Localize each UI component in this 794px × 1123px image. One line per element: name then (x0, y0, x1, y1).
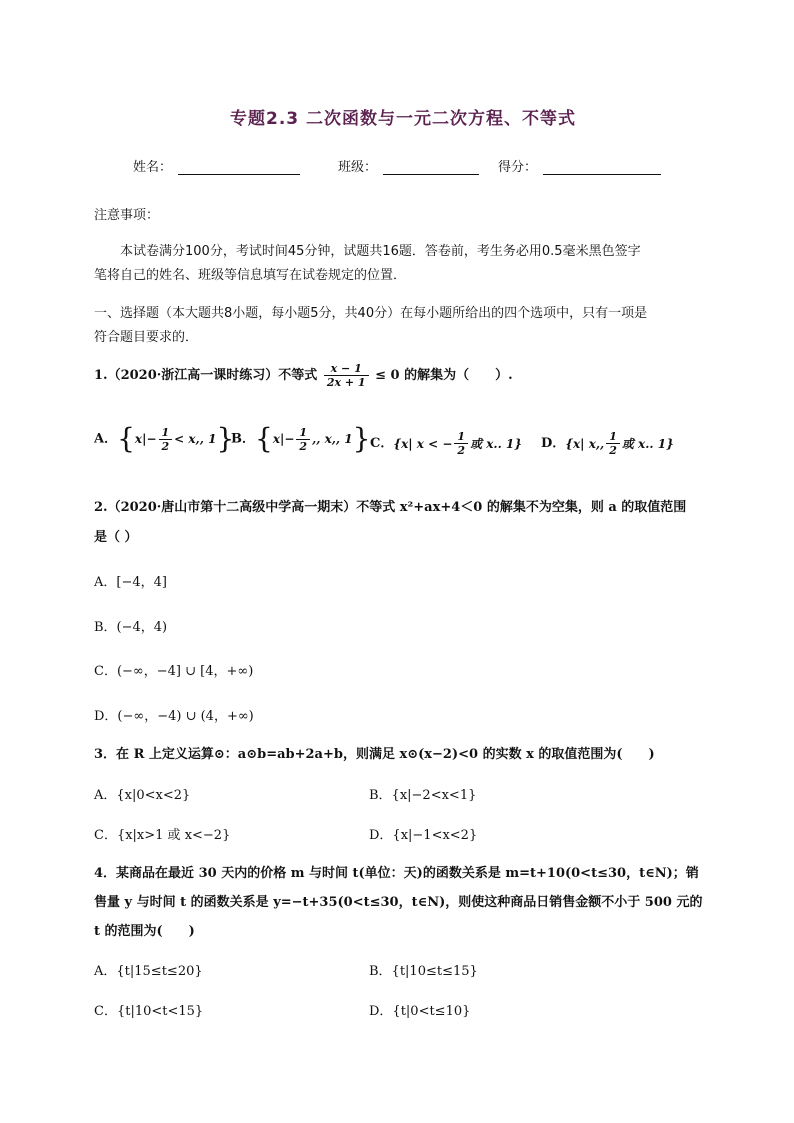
score-field[interactable] (498, 156, 661, 175)
class-blank[interactable] (383, 160, 479, 175)
question-3-option-b[interactable]: B．{x|−2<x<1} (369, 788, 477, 803)
score-blank[interactable] (543, 160, 661, 175)
fraction-denominator: 2x + 1 (326, 376, 366, 389)
question-1-fraction (324, 362, 369, 389)
question-1-option-b[interactable]: B．{x|− $\frac{1}{2}$ ,, x,, 1} (231, 422, 371, 455)
name-field[interactable] (133, 156, 300, 175)
question-4-option-c[interactable]: C．{t|10<t<15} (94, 1004, 204, 1019)
fraction-numerator: x − 1 (324, 362, 369, 376)
set-post: 或 x.. 1} (470, 437, 522, 451)
question-2-option-a[interactable]: A．[−4，4] (94, 575, 167, 590)
page-title: 专题2.3 二次函数与一元二次方程、不等式 (230, 109, 577, 129)
question-2-stem-line-1: 2.（2020·唐山市第十二高级中学高一期末）不等式 x²+ax+4＜0 的解集不为空集，则 a 的取值范围 (94, 500, 687, 515)
question-1-option-d[interactable] (541, 430, 674, 457)
question-1-prefix: 1.（2020·浙江高一课时练习）不等式 (94, 368, 318, 383)
question-3-option-d[interactable]: D．{x|−1<x<2} (369, 828, 478, 843)
set-pre: {x| x < − (393, 436, 453, 451)
question-2-option-b[interactable]: B．(−4，4) (94, 620, 168, 635)
fraction-denominator: 2 (457, 444, 466, 457)
fraction-numerator: 1 (606, 430, 620, 444)
class-field[interactable] (338, 156, 479, 175)
name-label: 姓名： (133, 160, 173, 175)
question-4-stem-line-1: 4．某商品在最近 30 天内的价格 m 与时间 t(单位：天)的函数关系是 m=t+10(0<t≤30，t∈N)；销 (94, 866, 699, 881)
option-letter: D． (541, 436, 566, 451)
score-label: 得分： (498, 160, 538, 175)
section-1-line-1: 一、选择题（本大题共8小题，每小题5分，共40分）在每小题所给出的四个选项中，只有一项是 (94, 306, 648, 321)
question-3-option-a[interactable]: A．{x|0<x<2} (94, 788, 191, 803)
option-letter: B． (231, 431, 255, 447)
question-4-option-d[interactable]: D．{t|0<t≤10} (369, 1004, 471, 1019)
class-label: 班级： (338, 160, 378, 175)
set-rhs: < x,, 1 (174, 432, 217, 446)
set-rhs: ,, x,, 1 (312, 432, 353, 446)
fraction-denominator: 2 (609, 444, 617, 457)
fraction-numerator: 1 (296, 426, 310, 440)
option-letter: C． (370, 436, 394, 451)
fraction-denominator: 2 (161, 439, 170, 453)
question-2-stem-line-2: 是（ ） (94, 530, 138, 545)
notice-line-2: 笔将自己的姓名、班级等信息填写在试卷规定的位置． (94, 268, 407, 283)
fraction-numerator: 1 (454, 430, 468, 444)
question-2-option-d[interactable]: D．(−∞，−4) ∪ (4，+∞) (94, 709, 254, 724)
option-letter: A． (94, 431, 118, 447)
question-1-option-c[interactable] (370, 430, 522, 457)
set-lhs: x|− (272, 432, 295, 446)
section-1-line-2: 符合题目要求的． (94, 330, 199, 345)
question-2-option-c[interactable]: C．(−∞，−4] ∪ [4，+∞) (94, 664, 254, 679)
question-4-stem-line-3: t 的范围为( ) (94, 924, 195, 939)
name-blank[interactable] (178, 160, 300, 175)
question-4-stem-line-2: 售量 y 与时间 t 的函数关系是 y=−t+35(0<t≤30，t∈N)，则使这种商品日销售金额不小于 500 元的 (94, 895, 703, 910)
question-1-stem (94, 362, 513, 389)
set-post: 或 x.. 1} (621, 437, 674, 451)
notice-heading: 注意事项： (94, 208, 160, 223)
question-4-option-a[interactable]: A．{t|15≤t≤20} (94, 964, 203, 979)
question-4-option-b[interactable]: B．{t|10≤t≤15} (369, 964, 478, 979)
question-1-option-a[interactable]: A．{x|− $\frac{1}{2}$ < x,, 1} (94, 422, 235, 455)
question-3-stem: 3．在 R 上定义运算⊙：a⊙b=ab+2a+b，则满足 x⊙(x−2)<0 的实数 x 的取值范围为( ) (94, 747, 655, 762)
fraction-numerator: 1 (159, 426, 173, 440)
question-1-suffix: ≤ 0 的解集为（ ）. (375, 368, 513, 383)
set-pre: {x| x,, (565, 436, 605, 451)
notice-line-1: 本试卷满分100分，考试时间45分钟，试题共16题．答卷前，考生务必用0.5毫米黑色签字 (120, 244, 641, 259)
set-lhs: x|− (134, 432, 157, 446)
question-3-option-c[interactable]: C．{x|x>1 或 x<−2} (94, 828, 231, 843)
fraction-denominator: 2 (299, 439, 308, 453)
